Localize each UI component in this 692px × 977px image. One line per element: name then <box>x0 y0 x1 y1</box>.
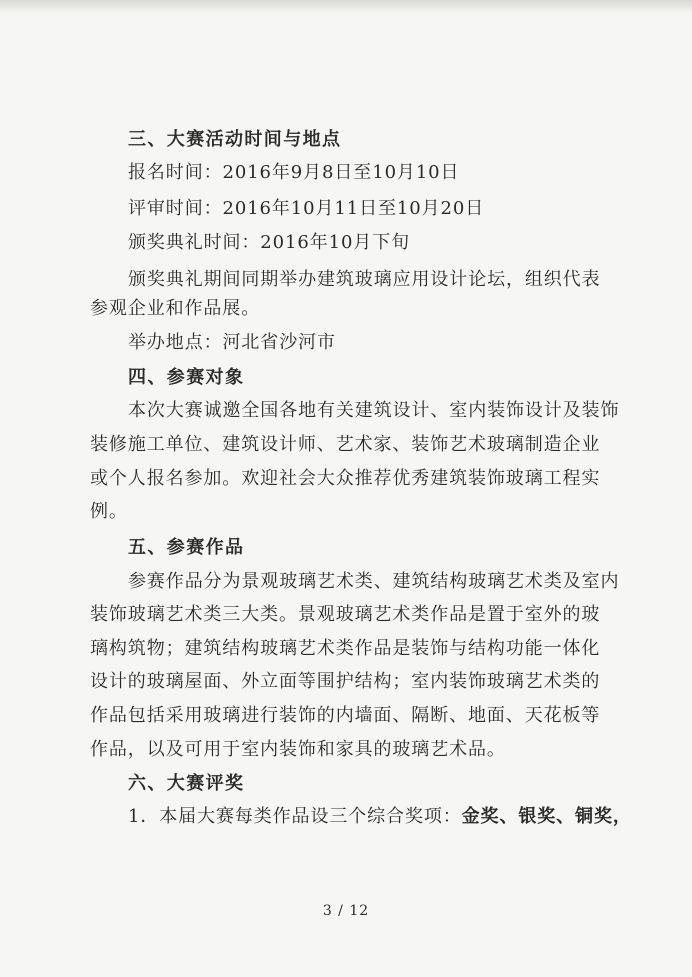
section3-heading: 三、大赛活动时间与地点 <box>128 129 342 150</box>
ceremony-time: 颁奖典礼时间：2016年10月下旬 <box>128 232 411 253</box>
section5-line-6: 作品，以及可用于室内装饰和家具的玻璃艺术品。 <box>90 739 506 760</box>
section5-line-4: 设计的玻璃屋面、外立面等围护结构；室内装饰玻璃艺术类的 <box>90 671 601 692</box>
section4-heading: 四、参赛对象 <box>128 367 245 388</box>
section4-line-2: 装修施工单位、建筑设计师、艺术家、装饰艺术玻璃制造企业 <box>90 434 601 455</box>
registration-time: 报名时间：2016年9月8日至10月10日 <box>128 162 460 183</box>
section5-line-2: 装饰玻璃艺术类三大类。景观玻璃艺术类作品是置于室外的玻 <box>90 604 601 625</box>
section5-heading: 五、参赛作品 <box>128 537 245 558</box>
item1-awards: 金奖、银奖、铜奖， <box>461 806 632 827</box>
page-number: 3 / 12 <box>322 903 370 919</box>
section4-line-3: 或个人报名参加。欢迎社会大众推荐优秀建筑装饰玻璃工程实 <box>90 468 601 489</box>
section4-line-4: 例。 <box>90 501 128 522</box>
item1-prefix: 1．本届大赛每类作品设三个综合奖项： <box>128 806 462 827</box>
review-time: 评审时间：2016年10月11日至10月20日 <box>128 198 485 219</box>
section6-item1 <box>128 805 632 829</box>
section5-line-3: 璃构筑物；建筑结构玻璃艺术类作品是装饰与结构功能一体化 <box>90 638 601 659</box>
section6-heading: 六、大赛评奖 <box>128 773 245 794</box>
forum-line-2: 参观企业和作品展。 <box>90 298 261 319</box>
section5-line-5: 作品包括采用玻璃进行装饰的内墙面、隔断、地面、天花板等 <box>90 705 601 726</box>
venue: 举办地点：河北省沙河市 <box>128 332 336 353</box>
section4-line-1: 本次大赛诚邀全国各地有关建筑设计、室内装饰设计及装饰 <box>128 400 620 421</box>
section5-line-1: 参赛作品分为景观玻璃艺术类、建筑结构玻璃艺术类及室内 <box>128 571 620 592</box>
forum-line-1: 颁奖典礼期间同期举办建筑玻璃应用设计论坛，组织代表 <box>128 269 601 290</box>
